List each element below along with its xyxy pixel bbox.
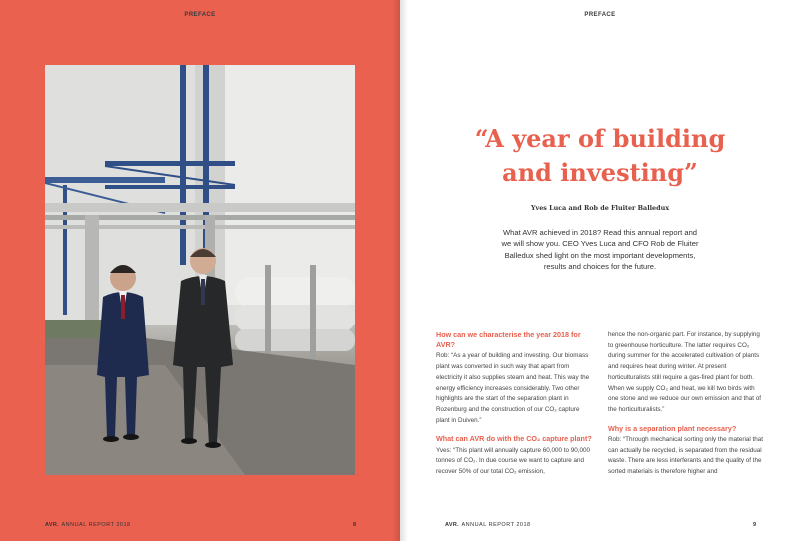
- page-footer: [445, 522, 756, 528]
- question-heading: How can we characterise the year 2018 for AVR?: [436, 330, 581, 350]
- question-heading: Why is a separation plant necessary?: [608, 423, 737, 433]
- footer-brand: AVR.: [445, 522, 459, 528]
- headline-line-2: and investing”: [502, 158, 698, 187]
- question-heading: What can AVR do with the CO₂ capture plant?: [436, 434, 592, 444]
- byline: Yves Luca and Rob de Fluiter Balledux: [530, 204, 670, 212]
- headline-line-1: “A year of building: [474, 124, 726, 153]
- section-label: PREFACE: [584, 12, 616, 18]
- executives-photo: [45, 65, 355, 475]
- industrial-site-illustration: [45, 65, 355, 475]
- right-page: [400, 0, 800, 541]
- answer-paragraph: Rob: “As a year of building and investing. Our biomass plant was converted in such way that apart from electricity it also supplies steam and heat. This way the energy efficiency increases considerably. Two other highlights are the start of the separation plant in Rozenburg and the construction of our CO₂ capture plant in Duiven.”: [436, 352, 590, 424]
- page-footer: [45, 522, 356, 528]
- answer-continued: hence the non-organic part. For instance, by supplying to greenhouse horticulture. The latter requires CO₂ during summer for the accelerated cultivation of plants and requires heat during winter. At present horticulturalists still require a gas-fired plant for both. When we supply CO₂ and heat, we kill two birds with one stone and we reduce our own emission and that of the horticulturalists.”: [608, 331, 761, 413]
- intro-paragraph: What AVR achieved in 2018? Read this annual report and we will show you. CEO Yves Luca and CFO Rob de Fluiter Balledux shed light on the most important developments, results and choices for the future.: [501, 228, 699, 272]
- footer-report-title: ANNUAL REPORT 2018: [461, 522, 531, 528]
- section-label: PREFACE: [184, 12, 216, 18]
- headline: [445, 122, 755, 190]
- page-number: 9: [752, 522, 756, 528]
- answer-paragraph: Rob: “Through mechanical sorting only the material that can actually be recycled, is separated from the residual waste. There are less interferants and the quality of the sorted materials is therefore higher and: [608, 435, 764, 475]
- page-gutter: [392, 0, 408, 541]
- footer-report-title: ANNUAL REPORT 2018: [61, 522, 131, 528]
- page-number: 8: [352, 522, 356, 528]
- footer-brand: AVR.: [45, 522, 59, 528]
- answer-paragraph: Yves: “This plant will annually capture 60,000 to 90,000 tonnes of CO₂. In due course we want to capture and recover 50% of our total CO₂ emission,: [436, 446, 591, 475]
- text-column-left: [436, 330, 594, 486]
- text-column-right: [608, 330, 766, 486]
